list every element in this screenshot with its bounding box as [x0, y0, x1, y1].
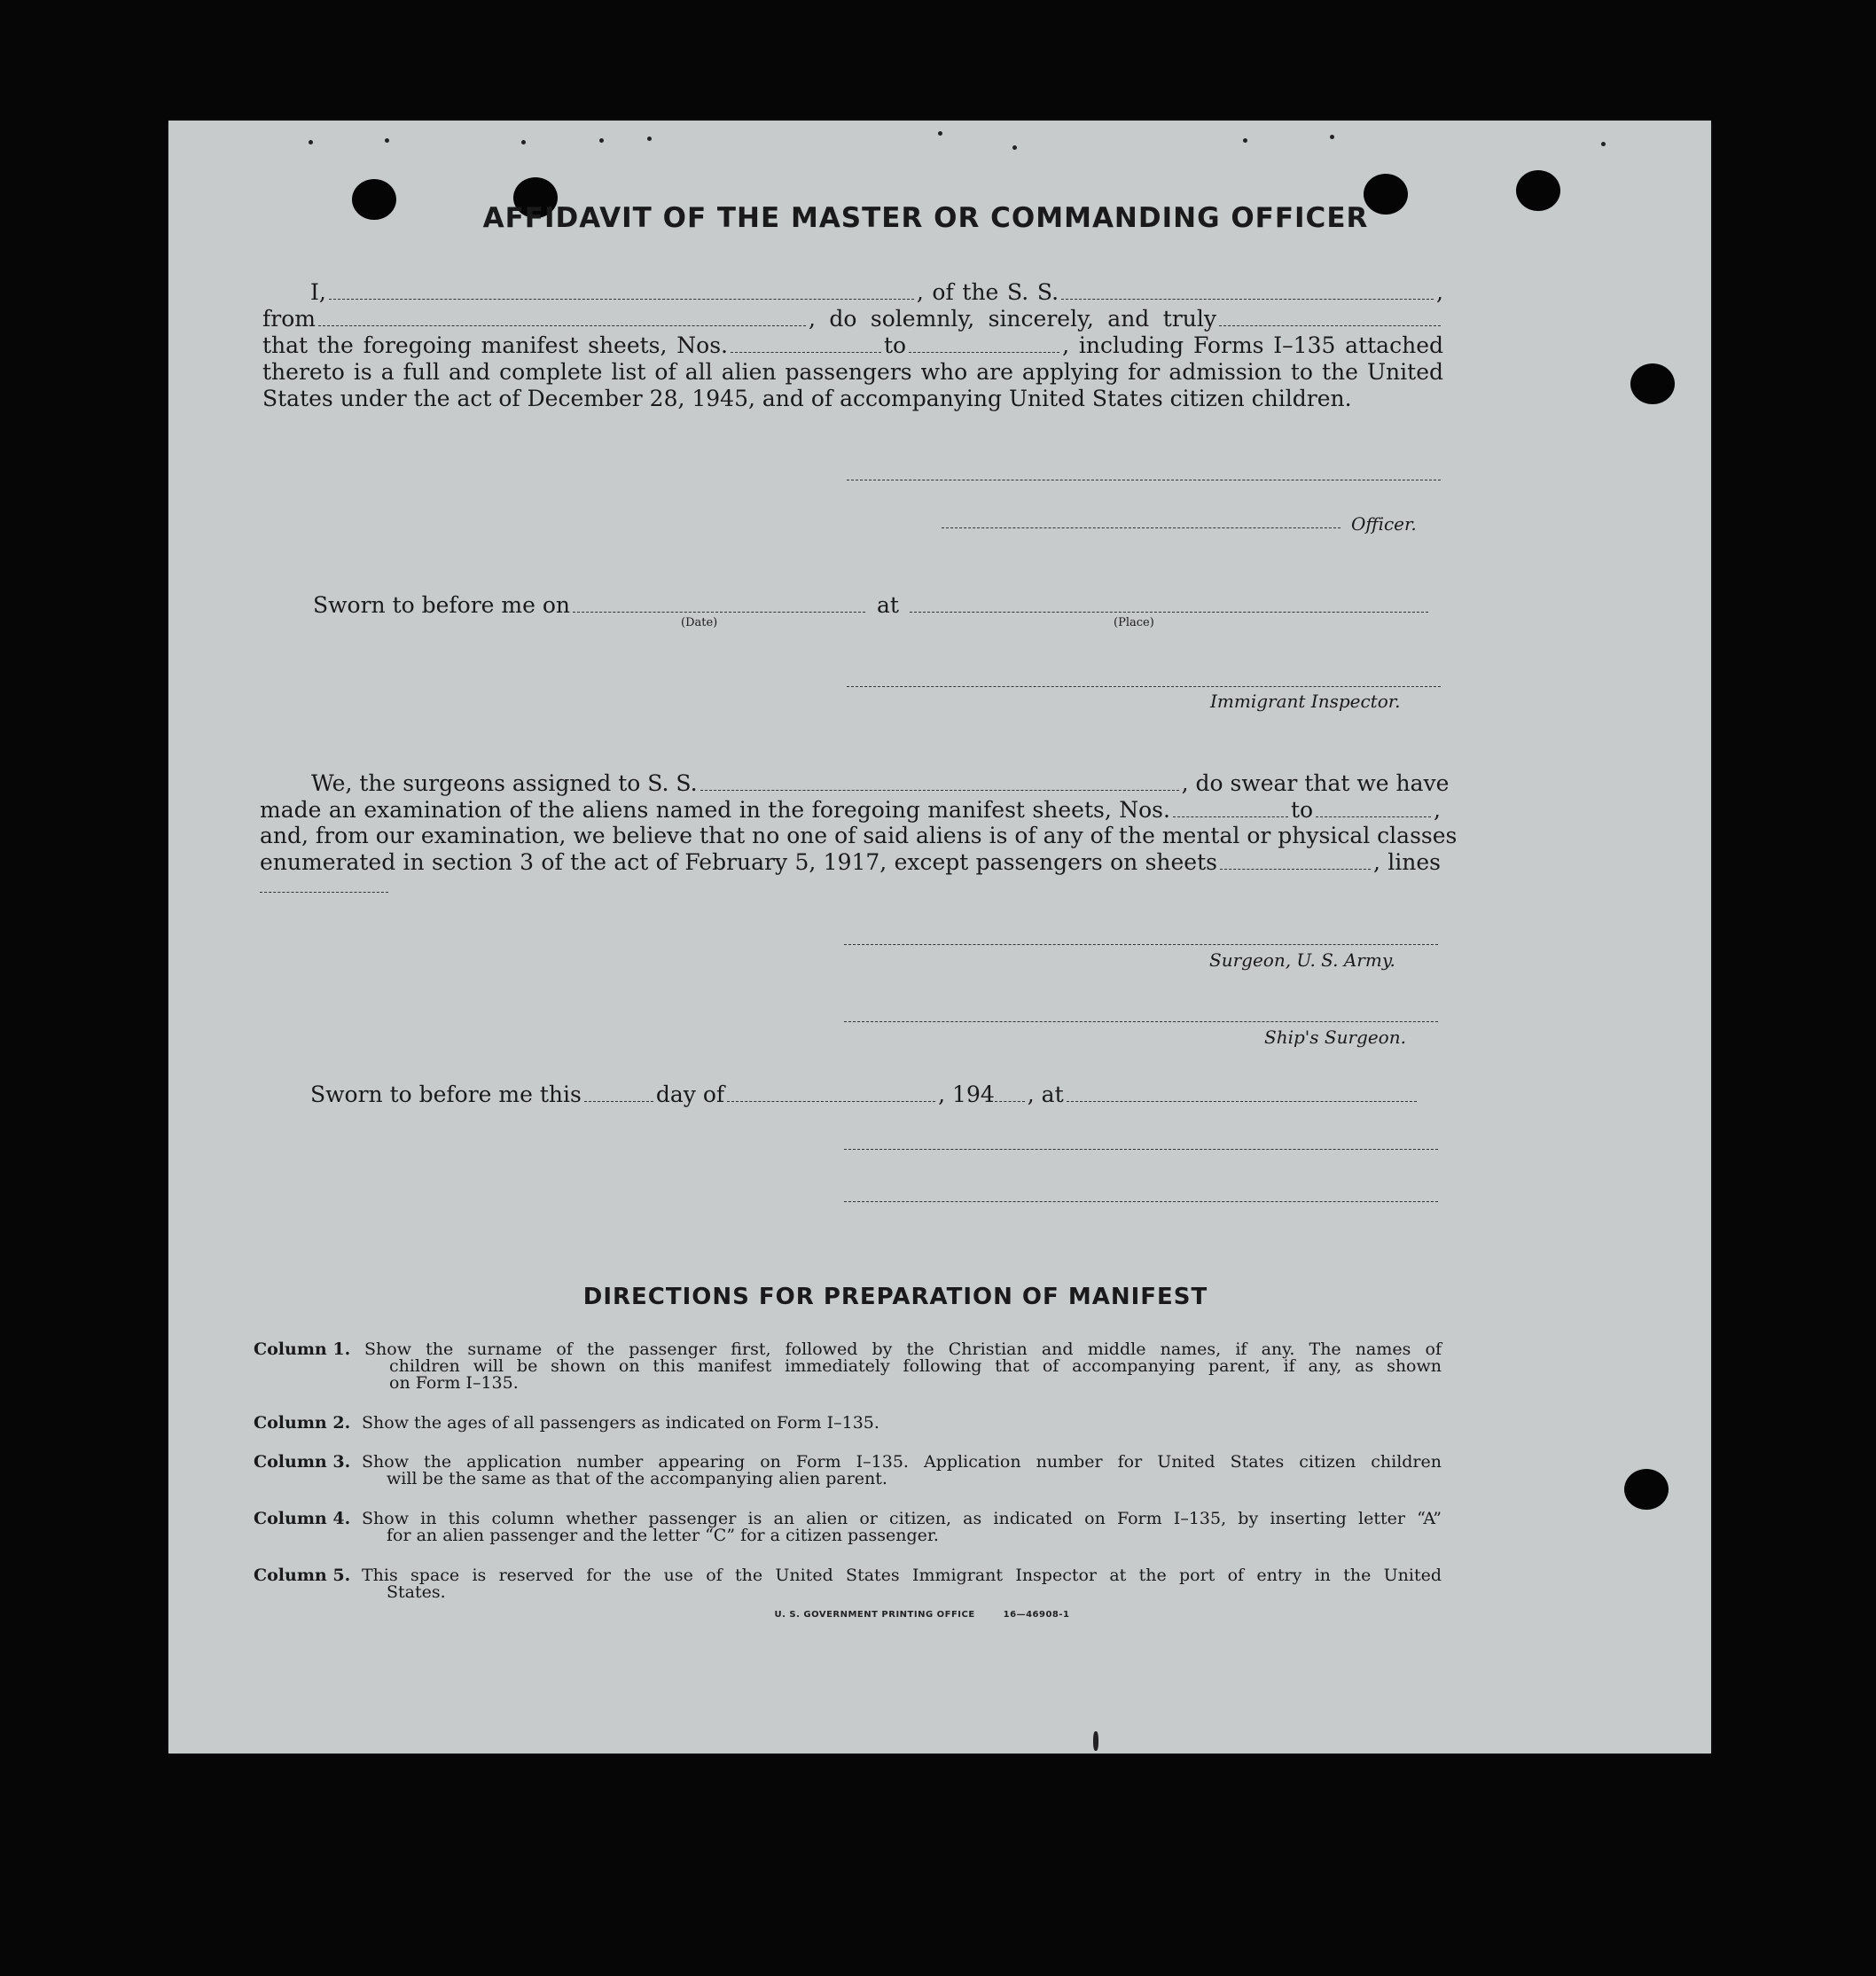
direction-text: States. — [387, 1582, 446, 1602]
direction-text: This space is reserved for the use of the United States Immigrant Inspector at the port of entry in the United — [362, 1566, 1442, 1585]
inspector-signature-line — [847, 686, 1441, 687]
direction-text: children will be shown on this manifest immediately following that of accompanying parent, if any, as shown — [389, 1356, 1442, 1376]
sworn-on-line: Sworn to before me on at — [313, 592, 1431, 619]
affidavit-line-5: States under the act of December 28, 1945, and of accompanying United States citizen children. — [262, 386, 1352, 411]
direction-text: for an alien passenger and the letter “C” for a citizen passenger. — [387, 1526, 939, 1545]
lines-blank — [260, 892, 388, 893]
printer-name: U. S. GOVERNMENT PRINTING OFFICE — [774, 1610, 975, 1620]
direction-text: will be the same as that of the accompanying alien parent. — [387, 1469, 887, 1488]
speck — [1012, 145, 1017, 150]
surgeons-line-2: made an examination of the aliens named in the foregoing manifest sheets, Nos. to , — [260, 797, 1441, 823]
speck — [385, 138, 389, 143]
column-label: Column 1. — [254, 1339, 351, 1359]
form-code: 16—46908-1 — [1003, 1610, 1070, 1620]
column-label: Column 2. — [254, 1413, 351, 1433]
affidavit-line-4: thereto is a full and complete list of all alien passengers who are applying for admission to the United — [262, 359, 1443, 385]
speck — [1330, 135, 1334, 139]
witness-signature-line-2 — [844, 1201, 1438, 1202]
speck — [599, 138, 604, 143]
printing-office-footer — [151, 1610, 1693, 1620]
direction-text: Show the surname of the passenger first, followed by the Christian and middle names, if any. The names of — [364, 1339, 1442, 1359]
direction-text: Show the application number appearing on Form I–135. Application number for United States citizen children — [362, 1452, 1442, 1472]
ship-surgeon-signature-line — [844, 1021, 1438, 1022]
place-label: (Place) — [1114, 616, 1154, 629]
form-sheet — [168, 121, 1711, 1753]
speck — [647, 137, 652, 141]
directions-title: DIRECTIONS FOR PREPARATION OF MANIFEST — [582, 1284, 1208, 1310]
column-label: Column 5. — [254, 1566, 351, 1585]
punch-hole — [1624, 1469, 1669, 1510]
ship-surgeon-label: Ship's Surgeon. — [1264, 1027, 1406, 1048]
affidavit-line-3: that the foregoing manifest sheets, Nos. to , including Forms I–135 attached — [262, 332, 1443, 358]
witness-signature-line-1 — [844, 1149, 1438, 1150]
speck — [938, 131, 942, 136]
affidavit-title: AFFIDAVIT OF THE MASTER OR COMMANDING OFFICER — [482, 202, 1369, 234]
surgeons-line-4: enumerated in section 3 of the act of February 5, 1917, except passengers on sheets , lines — [260, 849, 1441, 875]
column-label: Column 4. — [254, 1509, 351, 1528]
affidavit-line-2: from , do solemnly, sincerely, and truly — [262, 306, 1443, 332]
direction-text: Show in this column whether passenger is an alien or citizen, as indicated on Form I–135, by inserting letter “A” — [362, 1509, 1442, 1528]
speck — [1601, 142, 1606, 146]
speck — [1093, 1731, 1098, 1751]
officer-label: Officer. — [1351, 513, 1417, 535]
direction-text: Show the ages of all passengers as indicated on Form I–135. — [362, 1413, 879, 1433]
army-surgeon-label: Surgeon, U. S. Army. — [1209, 949, 1395, 971]
officer-signature-line — [942, 527, 1341, 528]
sworn-this-line: Sworn to before me this day of , 194 , at — [310, 1082, 1419, 1108]
surgeons-line-1: We, the surgeons assigned to S. S. , do swear that we have — [311, 770, 1450, 796]
speck — [309, 140, 313, 144]
affidavit-line-1: I, , of the S. S. , — [310, 279, 1443, 305]
army-surgeon-signature-line — [844, 944, 1438, 945]
date-label: (Date) — [681, 616, 718, 629]
direction-text: on Form I–135. — [389, 1373, 519, 1393]
inspector-label: Immigrant Inspector. — [1210, 691, 1401, 712]
punch-hole — [1630, 363, 1675, 404]
speck — [521, 140, 526, 144]
column-label: Column 3. — [254, 1452, 351, 1472]
surgeons-line-3: and, from our examination, we believe that no one of said aliens is of any of the mental or physical classes — [260, 823, 1458, 848]
speck — [1243, 138, 1247, 143]
